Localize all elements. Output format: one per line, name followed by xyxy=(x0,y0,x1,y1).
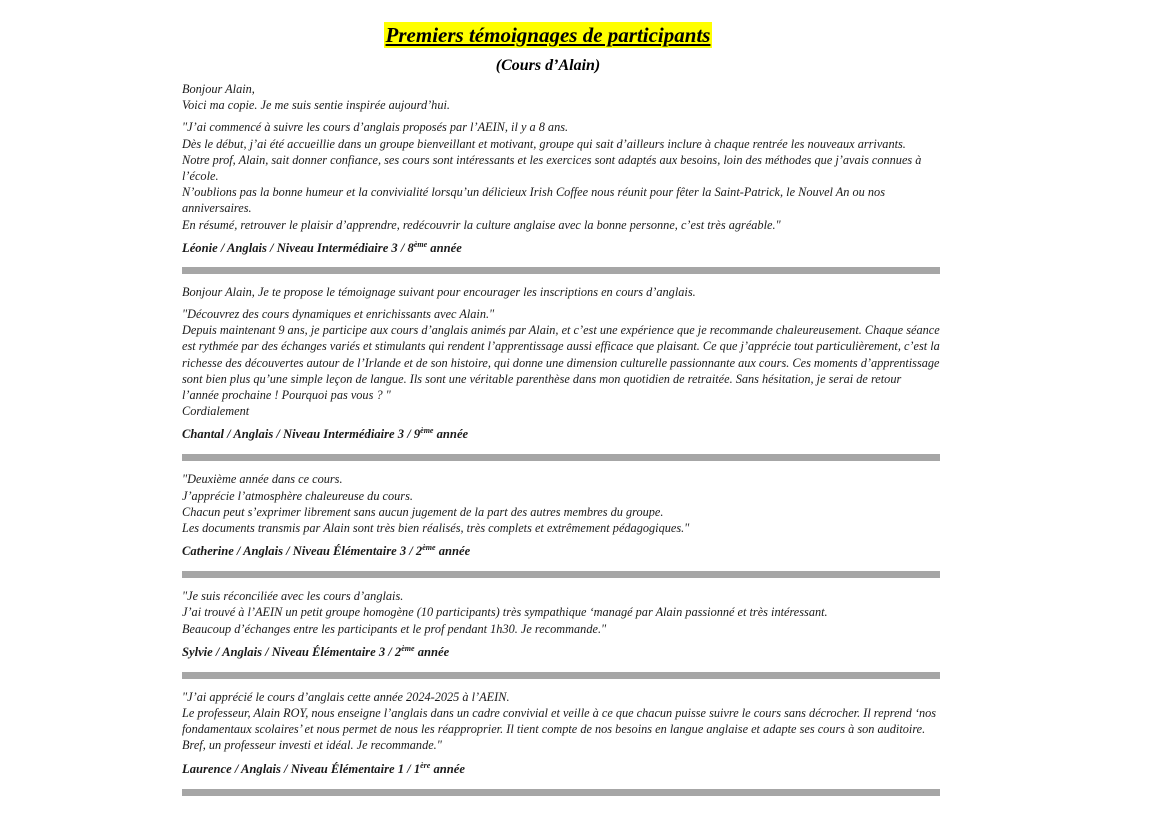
testimonial-paragraph: Bonjour Alain, Je te propose le témoignage suivant pour encourager les inscriptions en cours d’anglais. xyxy=(182,284,696,299)
testimonial-signature xyxy=(182,426,940,442)
testimonial-paragraph: "Je suis réconciliée avec les cours d’anglais. J’ai trouvé à l’AEIN un petit groupe homogène (10 participants) très sympathique ‘managé par Alain passionné et très intéressant. Beaucoup d’échanges entre les participants et le prof pendant 1h30. Je recommande." xyxy=(182,589,828,636)
signature-text: Chantal / Anglais / Niveau Intermédiaire 3 / 9 xyxy=(182,427,421,442)
signature-suffix: année xyxy=(430,761,465,776)
testimonial-paragraph: Bonjour Alain, Voici ma copie. Je me suis sentie inspirée aujourd’hui. xyxy=(182,82,450,113)
testimonial-paragraph: "J’ai apprécié le cours d’anglais cette année 2024-2025 à l’AEIN. Le professeur, Alain ROY, nous enseigne l’anglais dans un cadre convivial et veille à ce que chacun puisse suivre le cours sans décrocher. Il reprend ‘nos fondamentaux scolaires’ et nous permet de nous les réapproprier. Il tient compte de nos besoins en langue anglaise et adapte ses cours à son auditoire. Bref, un professeur investi et idéal. Je recommande." xyxy=(182,689,937,753)
signature-ordinal: ère xyxy=(420,760,431,770)
signature-suffix: année xyxy=(433,427,469,442)
separator-bar xyxy=(182,454,940,461)
testimonial-2 xyxy=(182,284,940,462)
testimonial-signature xyxy=(182,543,940,559)
signature-suffix: année xyxy=(414,644,450,659)
signature-ordinal: ème xyxy=(420,426,434,436)
signature-ordinal: ème xyxy=(413,239,428,249)
title-wrap xyxy=(156,22,940,48)
testimonial-signature xyxy=(182,644,940,660)
page-title: Premiers témoignages de participants xyxy=(385,23,711,47)
testimonial-5 xyxy=(182,689,940,796)
testimonial-1 xyxy=(182,81,940,274)
separator-bar xyxy=(182,267,940,274)
signature-suffix: année xyxy=(427,240,462,255)
page-subtitle: (Cours d’Alain) xyxy=(495,57,601,74)
testimonial-signature xyxy=(182,240,940,256)
document-page xyxy=(182,22,940,806)
signature-ordinal: ème xyxy=(401,643,415,653)
testimonial-paragraph: "Deuxième année dans ce cours. J’apprécie l’atmosphère chaleureuse du cours. Chacun peut s’exprimer librement sans aucun jugement de la part des autres membres du groupe. Les documents transmis par Alain sont très bien réalisés, très complets et extrêmement pédagogiques." xyxy=(182,472,690,536)
signature-text: Catherine / Anglais / Niveau Élémentaire 3 / 2 xyxy=(182,544,423,559)
separator-bar xyxy=(182,789,940,796)
signature-text: Laurence / Anglais / Niveau Élémentaire 1 / 1 xyxy=(182,761,421,776)
separator-bar xyxy=(182,571,940,578)
signature-suffix: année xyxy=(435,544,471,559)
testimonial-signature xyxy=(182,761,940,777)
signature-ordinal: ème xyxy=(422,543,436,553)
testimonial-paragraph: "J’ai commencé à suivre les cours d’anglais proposés par l’AEIN, il y a 8 ans. Dès le début, j’ai été accueillie dans un groupe bienveillant et motivant, groupe qui sait d’ailleurs inclure à chaque rentrée les nouveaux arrivants. Notre prof, Alain, sait donner confiance, ses cours sont intéressants et les exercices sont adaptés aux besoins, loin des méthodes que j’avais connues à l’école. N’oublions pas la bonne humeur et la convivialité lorsqu’un délicieux Irish Coffee nous réunit pour fêter la Saint-Patrick, le Nouvel An ou nos anniversaires. En résumé, retrouver le plaisir d’apprendre, redécouvrir la culture anglaise avec la bonne personne, c’est très agréable." xyxy=(182,120,922,232)
separator-bar xyxy=(182,672,940,679)
testimonial-paragraph: "Découvrez des cours dynamiques et enrichissants avec Alain." Depuis maintenant 9 ans, je participe aux cours d’anglais animés par Alain, et c’est une expérience que je recommande chaleureusement. Chaque séance est rythmée par des échanges variés et stimulants qui rendent l’apprentissage aussi efficace que plaisant. Ce que j’apprécie tout particulièrement, c’est la richesse des découvertes autour de l’Irlande et de son histoire, qui donne une dimension culturelle passionnante aux cours. Ces moments d’apprentissage sont bien plus qu’une simple leçon de langue. Ils sont une véritable parenthèse dans mon quotidien de retraitée. Sans hésitation, je serai de retour l’année prochaine ! Pourquoi pas vous ? " Cordialement xyxy=(182,307,940,419)
signature-text: Léonie / Anglais / Niveau Intermédiaire 3 / 8 xyxy=(182,240,414,255)
testimonial-3 xyxy=(182,471,940,578)
testimonial-4 xyxy=(182,588,940,679)
signature-text: Sylvie / Anglais / Niveau Élémentaire 3 / 2 xyxy=(182,644,402,659)
